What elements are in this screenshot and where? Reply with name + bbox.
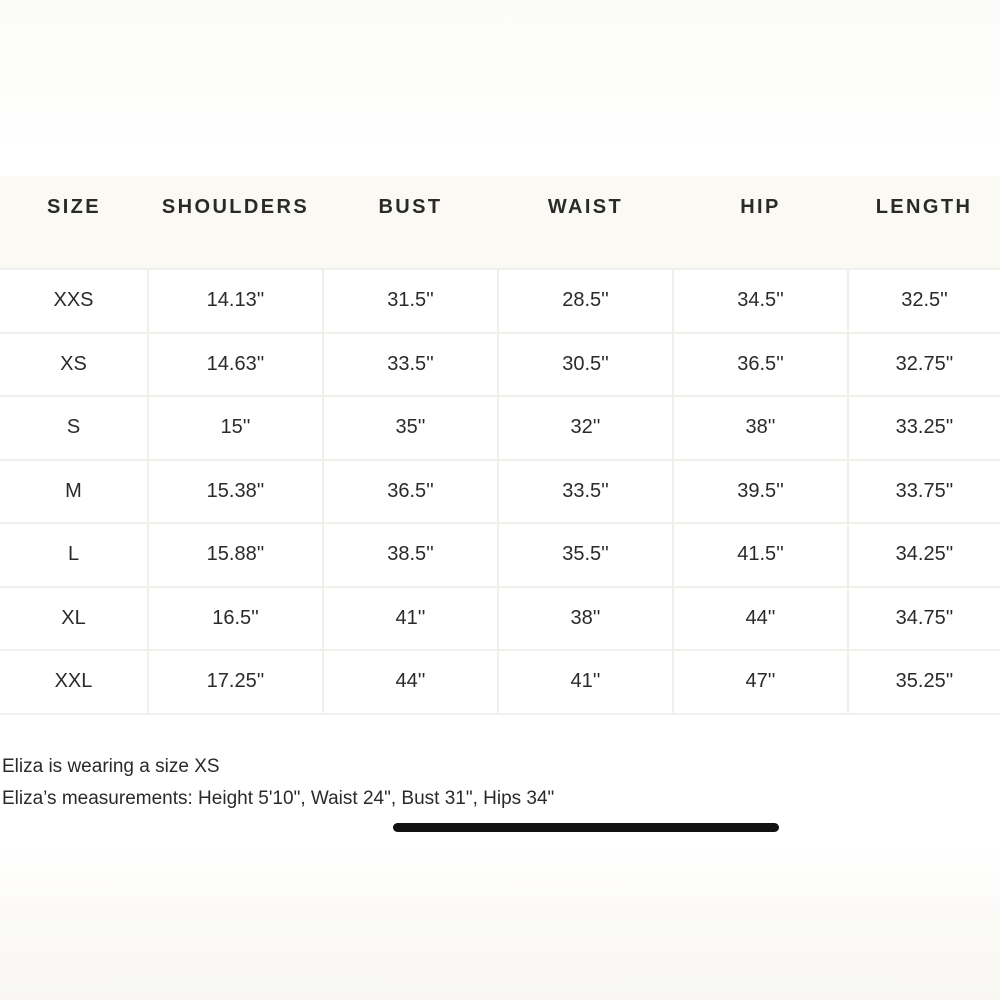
cell-bust: 31.5'' <box>323 269 498 333</box>
column-header-hip: HIP <box>740 196 781 218</box>
cell-size: XS <box>0 333 148 397</box>
cell-hip: 38'' <box>673 396 848 460</box>
blurred-background-top <box>0 0 1000 150</box>
cell-waist: 35.5'' <box>498 523 673 587</box>
cell-size: XXL <box>0 650 148 714</box>
cell-hip: 47'' <box>673 650 848 714</box>
table-row <box>0 523 1000 587</box>
cell-waist: 41'' <box>498 650 673 714</box>
cell-hip: 36.5'' <box>673 333 848 397</box>
horizontal-scroll-indicator[interactable] <box>393 823 779 832</box>
cell-length: 33.25'' <box>848 396 1000 460</box>
cell-shoulders: 14.13'' <box>148 269 323 333</box>
model-measurements-note: Eliza’s measurements: Height 5'10", Waist 24", Bust 31", Hips 34" <box>2 788 555 809</box>
cell-bust: 33.5'' <box>323 333 498 397</box>
cell-bust: 38.5'' <box>323 523 498 587</box>
table-row <box>0 269 1000 333</box>
blurred-background-bottom <box>0 845 1000 1000</box>
cell-hip: 41.5'' <box>673 523 848 587</box>
cell-bust: 44'' <box>323 650 498 714</box>
cell-hip: 39.5'' <box>673 460 848 524</box>
cell-size: L <box>0 523 148 587</box>
column-header-length: LENGTH <box>875 196 973 218</box>
cell-waist: 33.5'' <box>498 460 673 524</box>
cell-bust: 41'' <box>323 587 498 651</box>
cell-length: 34.75'' <box>848 587 1000 651</box>
table-row <box>0 650 1000 714</box>
cell-waist: 30.5'' <box>498 333 673 397</box>
cell-size: S <box>0 396 148 460</box>
table-row <box>0 396 1000 460</box>
column-header-bust: BUST <box>378 196 443 218</box>
cell-shoulders: 17.25'' <box>148 650 323 714</box>
cell-length: 33.75'' <box>848 460 1000 524</box>
cell-shoulders: 15'' <box>148 396 323 460</box>
cell-hip: 34.5'' <box>673 269 848 333</box>
column-header-size: SIZE <box>46 196 102 218</box>
cell-bust: 35'' <box>323 396 498 460</box>
cell-waist: 32'' <box>498 396 673 460</box>
cell-shoulders: 15.38'' <box>148 460 323 524</box>
cell-waist: 28.5'' <box>498 269 673 333</box>
cell-length: 34.25'' <box>848 523 1000 587</box>
column-header-waist: WAIST <box>547 196 624 218</box>
cell-size: XXS <box>0 269 148 333</box>
cell-length: 35.25'' <box>848 650 1000 714</box>
table-row <box>0 587 1000 651</box>
cell-hip: 44'' <box>673 587 848 651</box>
cell-bust: 36.5'' <box>323 460 498 524</box>
cell-length: 32.75'' <box>848 333 1000 397</box>
cell-shoulders: 16.5'' <box>148 587 323 651</box>
size-chart-table <box>0 176 1000 715</box>
column-header-shoulders: SHOULDERS <box>161 196 310 218</box>
model-size-note: Eliza is wearing a size XS <box>2 756 220 777</box>
cell-waist: 38'' <box>498 587 673 651</box>
table-row <box>0 460 1000 524</box>
cell-size: M <box>0 460 148 524</box>
table-row <box>0 333 1000 397</box>
cell-shoulders: 15.88'' <box>148 523 323 587</box>
table-header-row <box>0 176 1000 269</box>
cell-shoulders: 14.63'' <box>148 333 323 397</box>
cell-length: 32.5'' <box>848 269 1000 333</box>
cell-size: XL <box>0 587 148 651</box>
